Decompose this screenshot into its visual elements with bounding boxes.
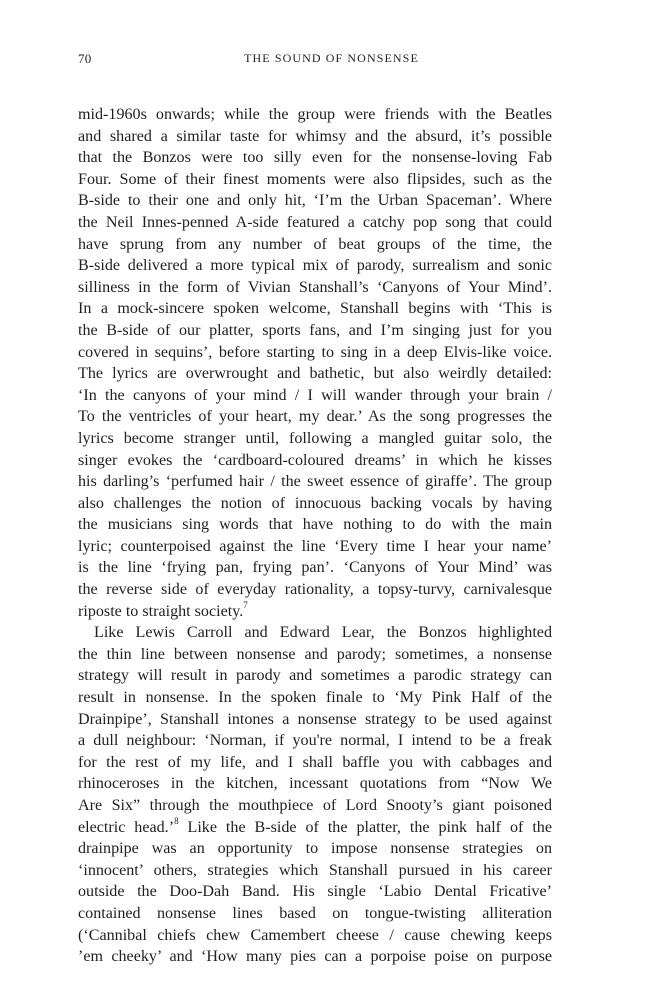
text-line: the thin line between nonsense and parody; sometimes, a nonsense — [78, 645, 552, 663]
text-line: The lyrics are overwrought and bathetic, but also weirdly detailed: — [78, 365, 552, 383]
footnote-ref-8: 8 — [174, 816, 179, 827]
text-line: outside the Doo-Dah Band. His single ‘Labio Dental Fricative’ — [78, 883, 552, 901]
text-line: lyric; counterpoised against the line ‘Every time I hear your name’ — [78, 537, 552, 555]
page-header — [78, 51, 551, 69]
text-line: Four. Some of their finest moments were also flipsides, such as the — [78, 170, 552, 188]
text-line: the B-side of our platter, sports fans, and I’m singing just for you — [78, 321, 552, 339]
footnote-line — [78, 817, 552, 839]
text-line: is the line ‘frying pan, frying pan’. ‘Canyons of Your Mind’ was — [78, 559, 552, 577]
text-line: drainpipe was an opportunity to impose nonsense strategies on — [78, 840, 552, 858]
text-line: and shared a similar taste for whimsy and the absurd, it’s possible — [78, 127, 552, 145]
text-line: the reverse side of everyday rationality, a topsy-turvy, carnivalesque — [78, 581, 552, 599]
text-line: ‘In the canyons of your mind / I will wander through your brain / — [78, 386, 552, 404]
text-line: for the rest of my life, and I shall baffle you with cabbages and — [78, 753, 552, 771]
text-line: silliness in the form of Vivian Stanshall’s ‘Canyons of Your Mind’. — [78, 278, 552, 296]
text-line: To the ventricles of your heart, my dear.’ As the song progresses the — [78, 408, 552, 426]
text-line: ’em cheeky’ and ‘How many pies can a porpoise poise on purpose — [78, 948, 552, 966]
text-line: rhinoceroses in the kitchen, incessant quotations from “Now We — [78, 775, 552, 793]
running-title: THE SOUND OF NONSENSE — [244, 51, 419, 65]
page-number: 70 — [78, 51, 92, 66]
text-line: contained nonsense lines based on tongue-twisting alliteration — [78, 904, 552, 922]
text-segment: electric head.’ — [78, 818, 175, 836]
text-line: ‘innocent’ others, strategies which Stanshall pursued in his career — [78, 861, 552, 879]
paragraph-end-line — [78, 601, 552, 623]
text-line: a dull neighbour: ‘Norman, if you're normal, I intend to be a freak — [78, 732, 552, 750]
text-line: result in nonsense. In the spoken finale to ‘My Pink Half of the — [78, 689, 552, 707]
text-line: his darling’s ‘perfumed hair / the sweet essence of giraffe’. The group — [78, 473, 552, 491]
paragraph-start-line: Like Lewis Carroll and Edward Lear, the Bonzos highlighted — [94, 624, 552, 642]
text-segment: Like the B-side of the platter, the pink half of the — [178, 818, 552, 836]
text-line: mid-1960s onwards; while the group were friends with the Beatles — [78, 106, 552, 123]
text-line: lyrics become stranger until, following a mangled guitar solo, the — [78, 429, 552, 447]
text-line: the Neil Innes-penned A-side featured a catchy pop song that could — [78, 213, 552, 231]
footnote-ref-7: 7 — [243, 600, 248, 611]
text-line: also challenges the notion of innocuous backing vocals by having — [78, 494, 552, 512]
text-line: (‘Cannibal chiefs chew Camembert cheese / cause chewing keeps — [78, 926, 552, 944]
text-line: the musicians sing words that have nothing to do with the main — [78, 516, 552, 534]
text-line: B-side delivered a more typical mix of parody, surrealism and sonic — [78, 257, 552, 275]
text-line: B-side to their one and only hit, ‘I’m the Urban Spaceman’. Where — [78, 192, 552, 210]
text-line: riposte to straight society. — [78, 602, 244, 620]
body-text — [78, 104, 552, 968]
text-line: have sprung from any number of beat groups of the time, the — [78, 235, 552, 253]
text-line: In a mock-sincere spoken welcome, Stanshall begins with ‘This is — [78, 300, 552, 318]
text-line: strategy will result in parody and sometimes a parodic strategy can — [78, 667, 552, 685]
text-line: singer evokes the ‘cardboard-coloured dreams’ in which he kisses — [78, 451, 552, 469]
text-line: covered in sequins’, before starting to sing in a deep Elvis-like voice. — [78, 343, 552, 361]
text-line: Drainpipe’, Stanshall intones a nonsense strategy to be used against — [78, 710, 552, 728]
text-line: Are Six” through the mouthpiece of Lord Snooty’s giant poisoned — [78, 797, 552, 814]
text-line: that the Bonzos were too silly even for the nonsense-loving Fab — [78, 149, 552, 167]
